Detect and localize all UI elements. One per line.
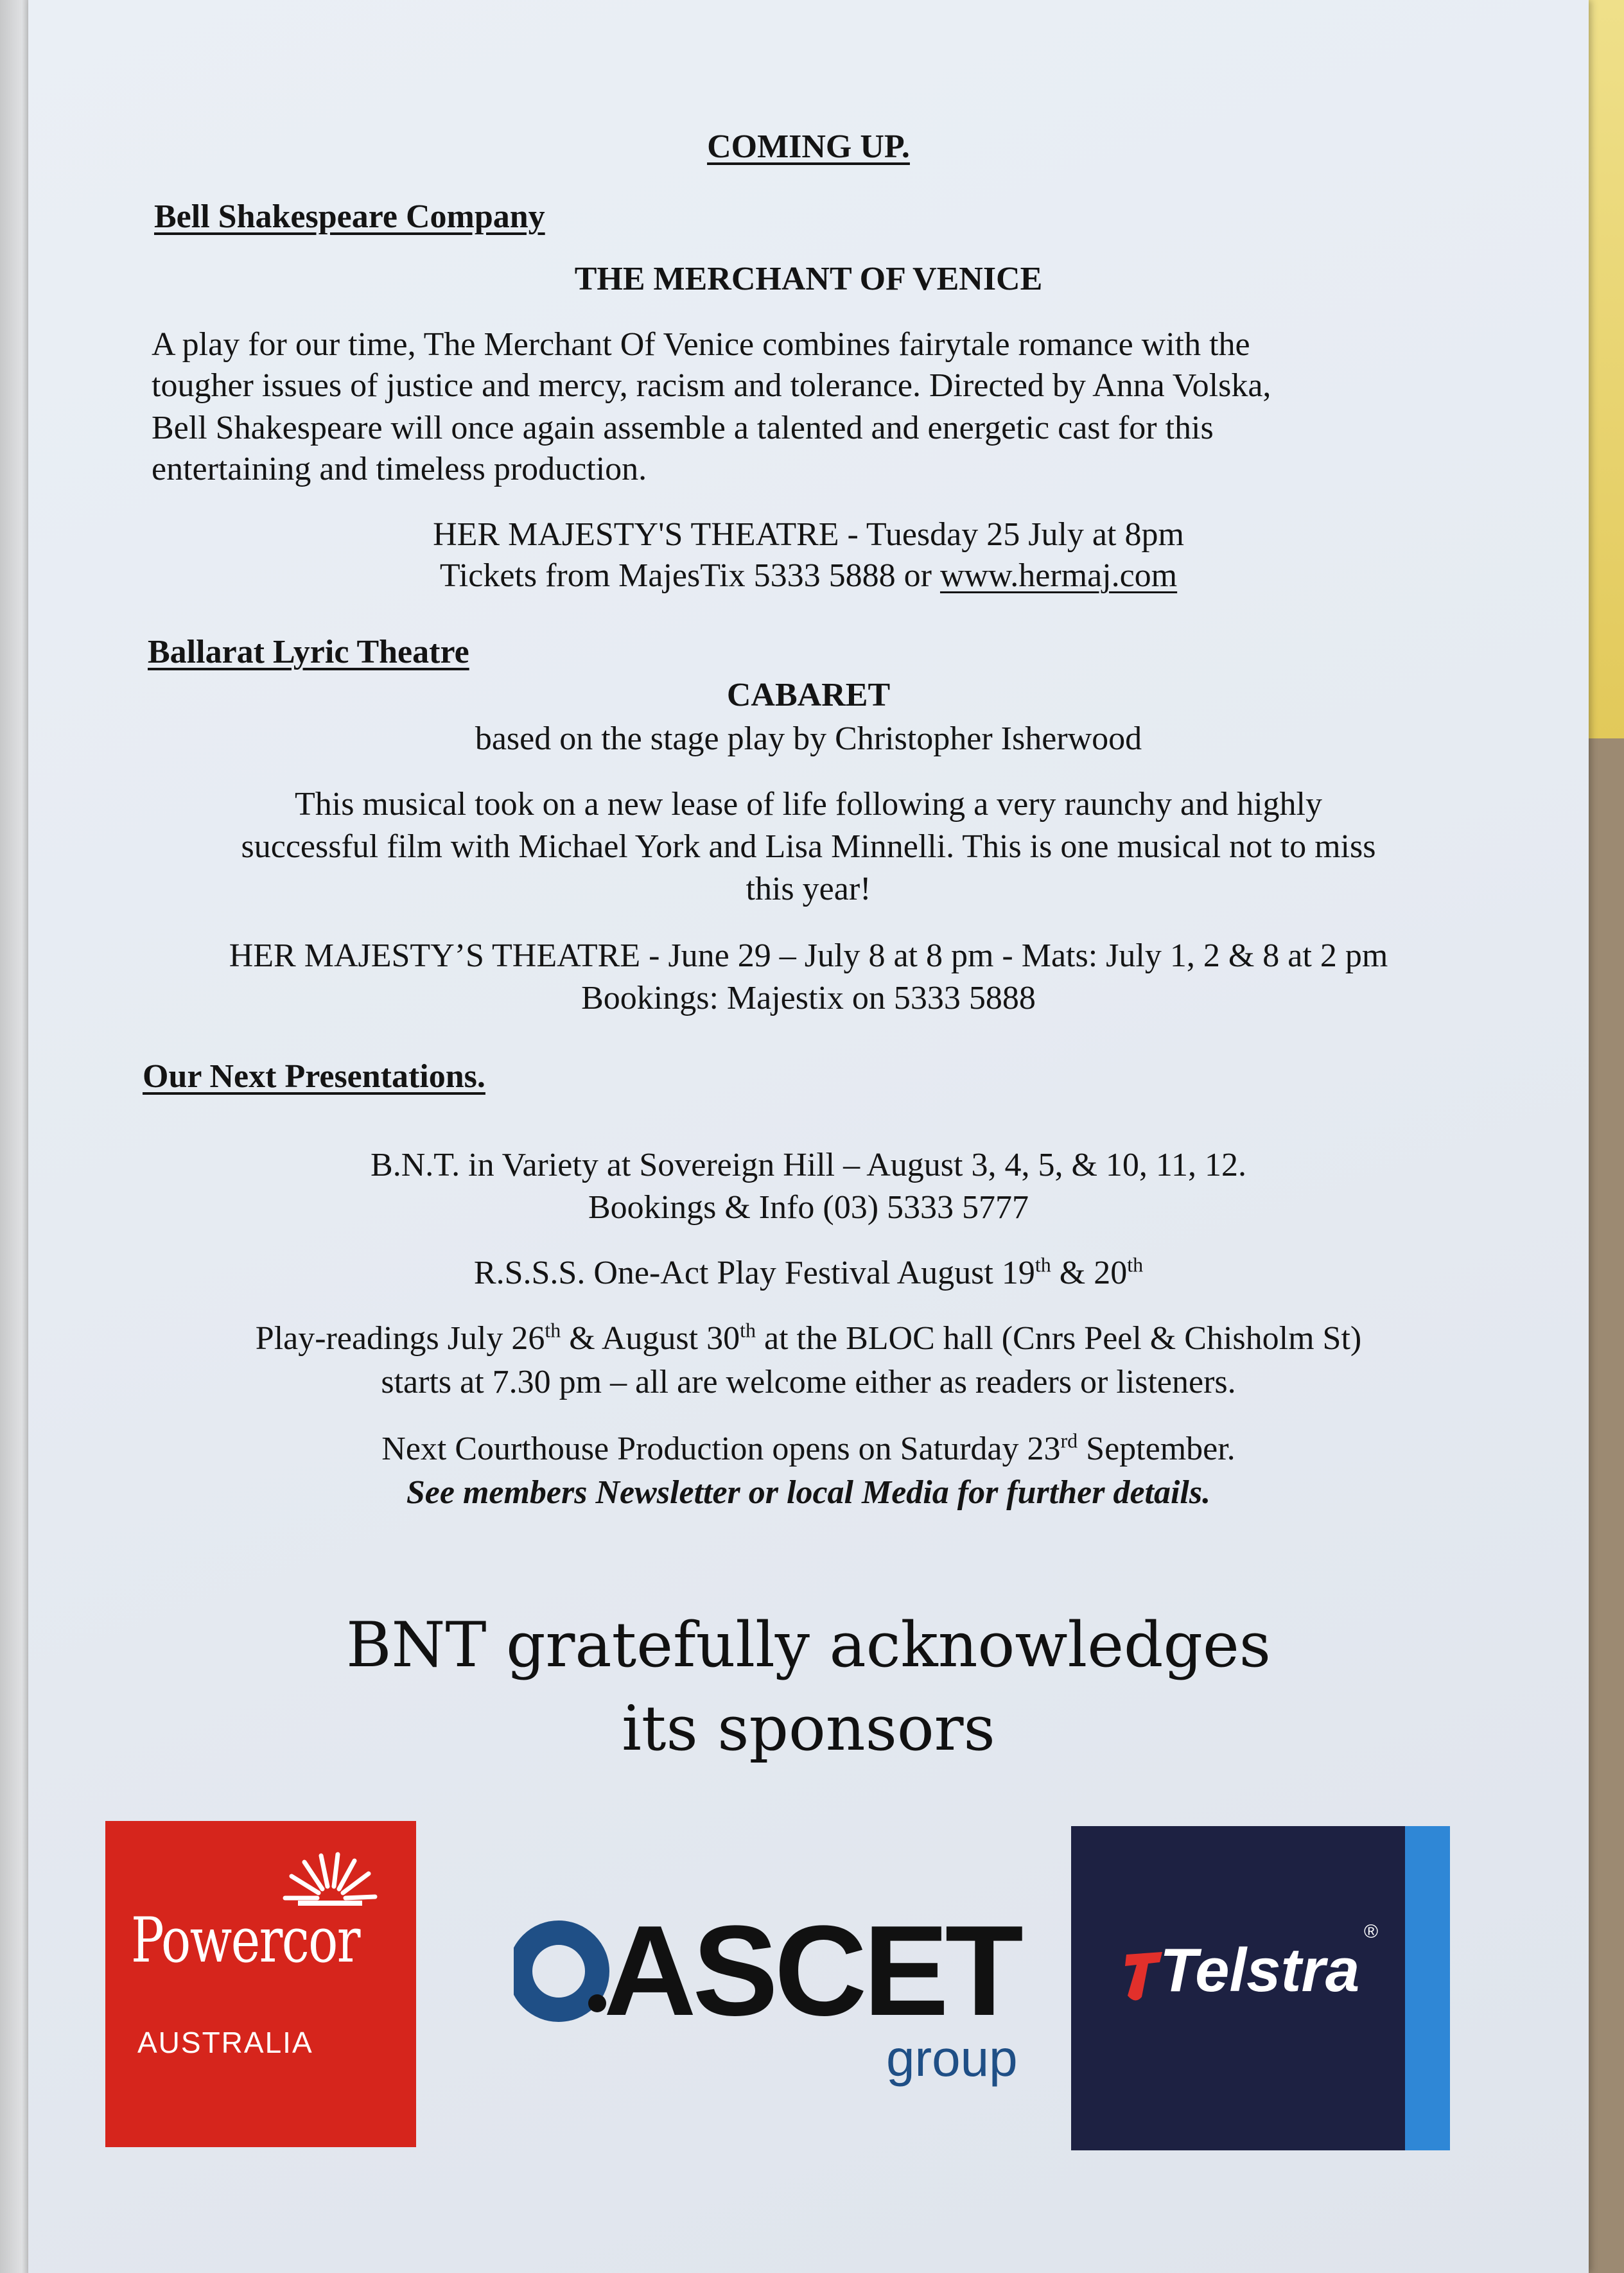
powercor-logo xyxy=(105,1821,416,2147)
ordinal-suffix: th xyxy=(1035,1253,1051,1276)
merchant-description-line: Bell Shakespeare will once again assemble a talented and energetic cast for this xyxy=(152,410,1214,446)
registered-mark: ® xyxy=(1364,1921,1379,1942)
courthouse-text: Next Courthouse Production opens on Saturday 23 xyxy=(381,1431,1061,1467)
festival-text: R.S.S.S. One-Act Play Festival August 19 xyxy=(473,1255,1035,1291)
hermaj-link[interactable]: www.hermaj.com xyxy=(939,557,1178,594)
tickets-text: Tickets from MajesTix 5333 5888 or xyxy=(439,557,940,594)
cabaret-title: CABARET xyxy=(726,677,891,713)
festival-line xyxy=(28,1252,1589,1294)
cabaret-description-line: this year! xyxy=(746,871,871,907)
merchant-tickets xyxy=(28,555,1589,597)
ordinal-suffix: rd xyxy=(1060,1429,1078,1452)
merchant-venue: HER MAJESTY'S THEATRE - Tuesday 25 July at 8pm xyxy=(433,516,1184,553)
festival-text: & 20 xyxy=(1051,1255,1128,1291)
ascet-subtitle: group xyxy=(886,2030,1018,2087)
variety-line: B.N.T. in Variety at Sovereign Hill – August 3, 4, 5, & 10, 11, 12. xyxy=(371,1147,1246,1183)
merchant-description-line: A play for our time, The Merchant Of Venice combines fairytale romance with the xyxy=(152,326,1250,363)
powercor-wordmark: Powercor xyxy=(131,1904,360,1976)
readings-line-2: starts at 7.30 pm – all are welcome either as readers or listeners. xyxy=(381,1364,1236,1400)
merchant-description-line: entertaining and timeless production. xyxy=(152,451,647,487)
sunburst-icon xyxy=(105,1821,416,2147)
powercor-subtitle: AUSTRALIA xyxy=(137,2026,313,2059)
readings-text: Play-readings July 26 xyxy=(255,1320,545,1357)
page-heading: COMING UP. xyxy=(707,128,910,165)
cabaret-subtitle: based on the stage play by Christopher Isherwood xyxy=(475,720,1142,757)
left-page-edge xyxy=(0,0,31,2273)
sponsors-heading-line-2: its sponsors xyxy=(622,1693,995,1764)
see-members-note: See members Newsletter or local Media for further details. xyxy=(406,1474,1211,1511)
courthouse-text: September. xyxy=(1078,1431,1235,1467)
ascet-wordmark: ASCET xyxy=(604,1899,1020,2042)
cabaret-description-line: This musical took on a new lease of life following a very raunchy and highly xyxy=(294,786,1322,823)
ordinal-suffix: th xyxy=(1127,1253,1144,1276)
bell-company-heading: Bell Shakespeare Company xyxy=(154,198,545,235)
ordinal-suffix: th xyxy=(545,1318,561,1342)
readings-line xyxy=(28,1318,1589,1360)
sponsors-heading-line-1: BNT gratefully acknowledges xyxy=(345,1609,1271,1681)
readings-text: at the BLOC hall (Cnrs Peel & Chisholm St) xyxy=(756,1320,1362,1357)
cabaret-venue: HER MAJESTY’S THEATRE - June 29 – July 8 at 8 pm - Mats: July 1, 2 & 8 at 2 pm xyxy=(229,937,1388,974)
courthouse-line xyxy=(28,1428,1589,1470)
variety-bookings: Bookings & Info (03) 5333 5777 xyxy=(588,1189,1029,1226)
merchant-title: THE MERCHANT OF VENICE xyxy=(574,261,1043,297)
cabaret-bookings: Bookings: Majestix on 5333 5888 xyxy=(581,980,1036,1016)
ordinal-suffix: th xyxy=(740,1318,756,1342)
next-presentations-heading: Our Next Presentations. xyxy=(143,1058,485,1095)
telstra-side-stripe xyxy=(1405,1826,1450,2150)
merchant-description-line: tougher issues of justice and mercy, racism and tolerance. Directed by Anna Volska, xyxy=(152,367,1271,404)
lyric-company-heading: Ballarat Lyric Theatre xyxy=(148,634,469,670)
ascet-logo xyxy=(501,1901,1053,2106)
telstra-wordmark: Telstra xyxy=(1160,1936,1360,2005)
readings-text: & August 30 xyxy=(561,1320,740,1357)
cabaret-description-line: successful film with Michael York and Lisa Minnelli. This is one musical not to miss xyxy=(241,828,1376,865)
telstra-logo xyxy=(1071,1826,1450,2150)
